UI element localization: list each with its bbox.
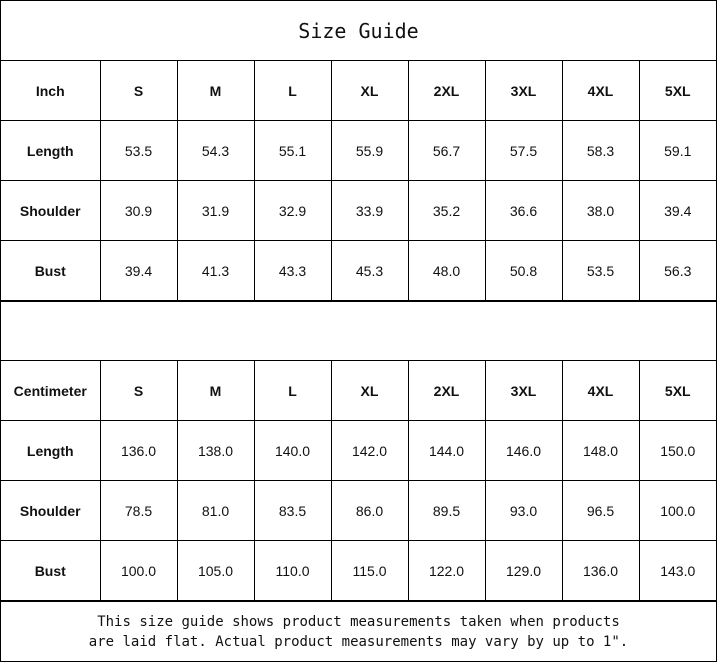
- measurement-cell: 150.0: [639, 421, 716, 481]
- centimeter-size-table: [1, 361, 716, 601]
- measurement-note: [1, 601, 716, 661]
- measurement-cell: 78.5: [100, 481, 177, 541]
- measurement-cell: 30.9: [100, 181, 177, 241]
- table-row: [1, 421, 716, 481]
- measurement-cell: 55.1: [254, 121, 331, 181]
- note-line-1: This size guide shows product measurements taken when products: [97, 613, 620, 630]
- measurement-cell: 56.7: [408, 121, 485, 181]
- measurement-cell: 41.3: [177, 241, 254, 301]
- measurement-cell: 142.0: [331, 421, 408, 481]
- size-header: XL: [331, 61, 408, 121]
- measurement-cell: 136.0: [562, 541, 639, 601]
- note-line-2: are laid flat. Actual product measurements may vary by up to 1".: [88, 633, 629, 650]
- measurement-cell: 100.0: [100, 541, 177, 601]
- measurement-cell: 146.0: [485, 421, 562, 481]
- measurement-cell: 56.3: [639, 241, 716, 301]
- size-header: 2XL: [408, 361, 485, 421]
- header-row: [1, 361, 716, 421]
- measurement-cell: 100.0: [639, 481, 716, 541]
- measurement-cell: 89.5: [408, 481, 485, 541]
- measurement-cell: 122.0: [408, 541, 485, 601]
- table-spacer: [1, 301, 716, 361]
- measurement-cell: 83.5: [254, 481, 331, 541]
- measurement-cell: 140.0: [254, 421, 331, 481]
- size-header: 2XL: [408, 61, 485, 121]
- row-label: Shoulder: [1, 181, 100, 241]
- measurement-cell: 35.2: [408, 181, 485, 241]
- measurement-cell: 96.5: [562, 481, 639, 541]
- measurement-cell: 138.0: [177, 421, 254, 481]
- measurement-cell: 148.0: [562, 421, 639, 481]
- measurement-cell: 129.0: [485, 541, 562, 601]
- measurement-cell: 50.8: [485, 241, 562, 301]
- size-header: XL: [331, 361, 408, 421]
- measurement-cell: 136.0: [100, 421, 177, 481]
- header-row: [1, 61, 716, 121]
- measurement-cell: 57.5: [485, 121, 562, 181]
- measurement-cell: 32.9: [254, 181, 331, 241]
- measurement-cell: 48.0: [408, 241, 485, 301]
- row-label: Length: [1, 121, 100, 181]
- size-header: 3XL: [485, 361, 562, 421]
- measurement-cell: 53.5: [562, 241, 639, 301]
- table-row: [1, 121, 716, 181]
- measurement-cell: 55.9: [331, 121, 408, 181]
- measurement-cell: 93.0: [485, 481, 562, 541]
- measurement-cell: 59.1: [639, 121, 716, 181]
- measurement-cell: 39.4: [639, 181, 716, 241]
- measurement-cell: 39.4: [100, 241, 177, 301]
- size-header: L: [254, 61, 331, 121]
- size-header: S: [100, 61, 177, 121]
- measurement-cell: 33.9: [331, 181, 408, 241]
- row-label: Bust: [1, 241, 100, 301]
- row-label: Length: [1, 421, 100, 481]
- size-header: 4XL: [562, 61, 639, 121]
- table-row: [1, 241, 716, 301]
- size-header: L: [254, 361, 331, 421]
- row-label: Bust: [1, 541, 100, 601]
- measurement-cell: 53.5: [100, 121, 177, 181]
- size-header: 4XL: [562, 361, 639, 421]
- table-row: [1, 541, 716, 601]
- measurement-cell: 54.3: [177, 121, 254, 181]
- measurement-cell: 115.0: [331, 541, 408, 601]
- size-guide-title: Size Guide: [1, 1, 716, 61]
- measurement-cell: 143.0: [639, 541, 716, 601]
- measurement-cell: 31.9: [177, 181, 254, 241]
- size-header: M: [177, 361, 254, 421]
- size-header: 5XL: [639, 361, 716, 421]
- unit-label: Inch: [1, 61, 100, 121]
- measurement-cell: 43.3: [254, 241, 331, 301]
- size-header: S: [100, 361, 177, 421]
- row-label: Shoulder: [1, 481, 100, 541]
- measurement-cell: 38.0: [562, 181, 639, 241]
- measurement-cell: 110.0: [254, 541, 331, 601]
- inch-size-table: [1, 61, 716, 301]
- size-header: M: [177, 61, 254, 121]
- size-header: 5XL: [639, 61, 716, 121]
- measurement-cell: 81.0: [177, 481, 254, 541]
- measurement-cell: 105.0: [177, 541, 254, 601]
- unit-label: Centimeter: [1, 361, 100, 421]
- size-header: 3XL: [485, 61, 562, 121]
- measurement-cell: 36.6: [485, 181, 562, 241]
- table-row: [1, 181, 716, 241]
- measurement-cell: 144.0: [408, 421, 485, 481]
- measurement-cell: 86.0: [331, 481, 408, 541]
- table-row: [1, 481, 716, 541]
- measurement-cell: 45.3: [331, 241, 408, 301]
- measurement-cell: 58.3: [562, 121, 639, 181]
